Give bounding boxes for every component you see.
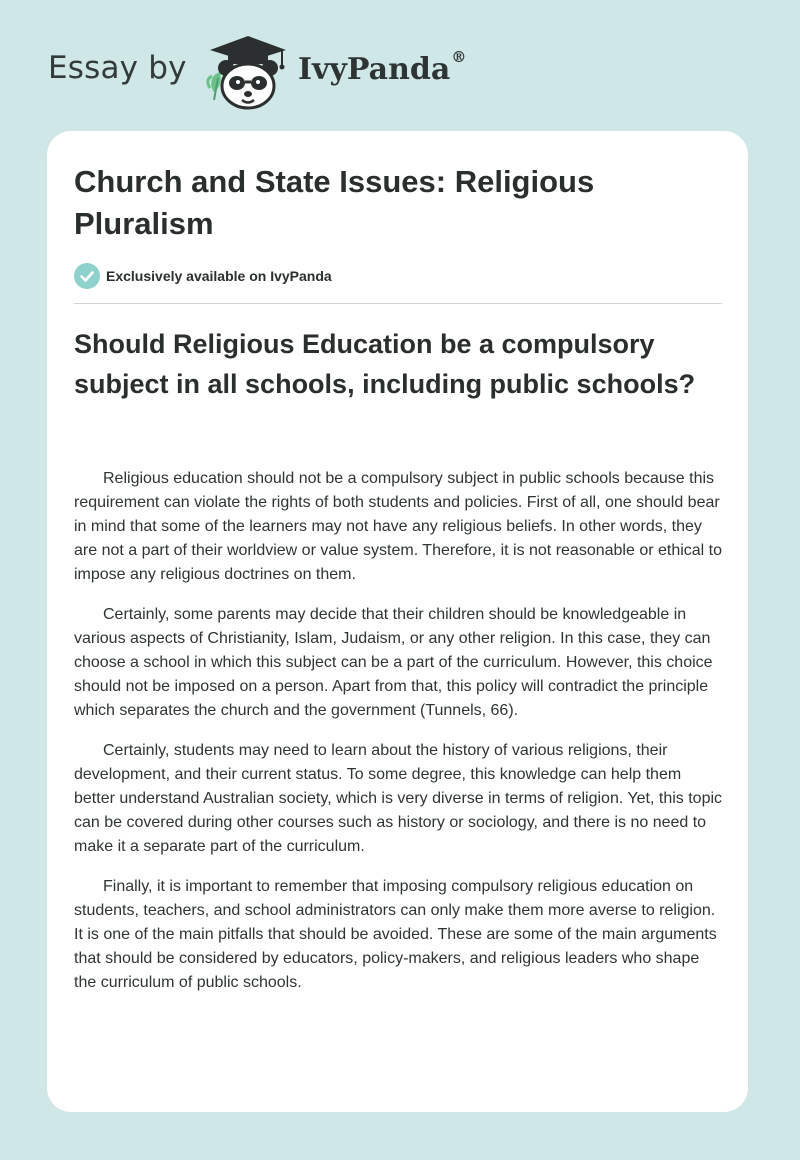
essay-paragraph: Finally, it is important to remember that imposing compulsory religious education on students, teachers, and school administrators can only make them more averse to religion. It is one of the main pitfalls that should be avoided. These are some of the main arguments that should be considered by educators, policy-makers, and religious leaders who shape the curriculum of public schools. (74, 878, 717, 991)
divider (74, 303, 722, 304)
section-heading: Should Religious Education be a compulsory subject in all schools, including public schools? (74, 329, 696, 399)
panda-graduate-logo-icon (204, 34, 292, 110)
essay-paragraph: Certainly, students may need to learn about the history of various religions, their development, and their current status. To some degree, this knowledge can help them better understand Australian society, which is very diverse in terms of religion. Yet, this topic can be covered during other courses such as history or sociology, and there is no need to make it a separate part of the curriculum. (74, 742, 723, 855)
essay-card (47, 131, 748, 1112)
registered-mark: ® (451, 48, 467, 66)
exclusive-badge (74, 263, 332, 289)
check-circle-icon (74, 263, 100, 289)
brand-name: IvyPanda® (298, 48, 467, 87)
essay-body (74, 467, 724, 1011)
badge-label: Exclusively available on IvyPanda (106, 268, 332, 284)
brand-header (48, 34, 488, 110)
essay-title: Church and State Issues: Religious Pluralism (74, 164, 595, 241)
essay-paragraph: Religious education should not be a compulsory subject in public schools because this requirement can violate the rights of both students and policies. First of all, one should bear in mind that some of the learners may not have any religious beliefs. In other words, they are not a part of their worldview or value system. Therefore, it is not reasonable or ethical to impose any religious doctrines on them. (74, 470, 723, 583)
essay-paragraph: Certainly, some parents may decide that their children should be knowledgeable in various aspects of Christianity, Islam, Judaism, or any other religion. In this case, they can choose a school in which this subject can be a part of the curriculum. However, this choice should not be imposed on a person. Apart from that, this policy will contradict the principle which separates the church and the government (Tunnels, 66). (74, 606, 713, 719)
brand-prefix: Essay by (48, 50, 187, 86)
